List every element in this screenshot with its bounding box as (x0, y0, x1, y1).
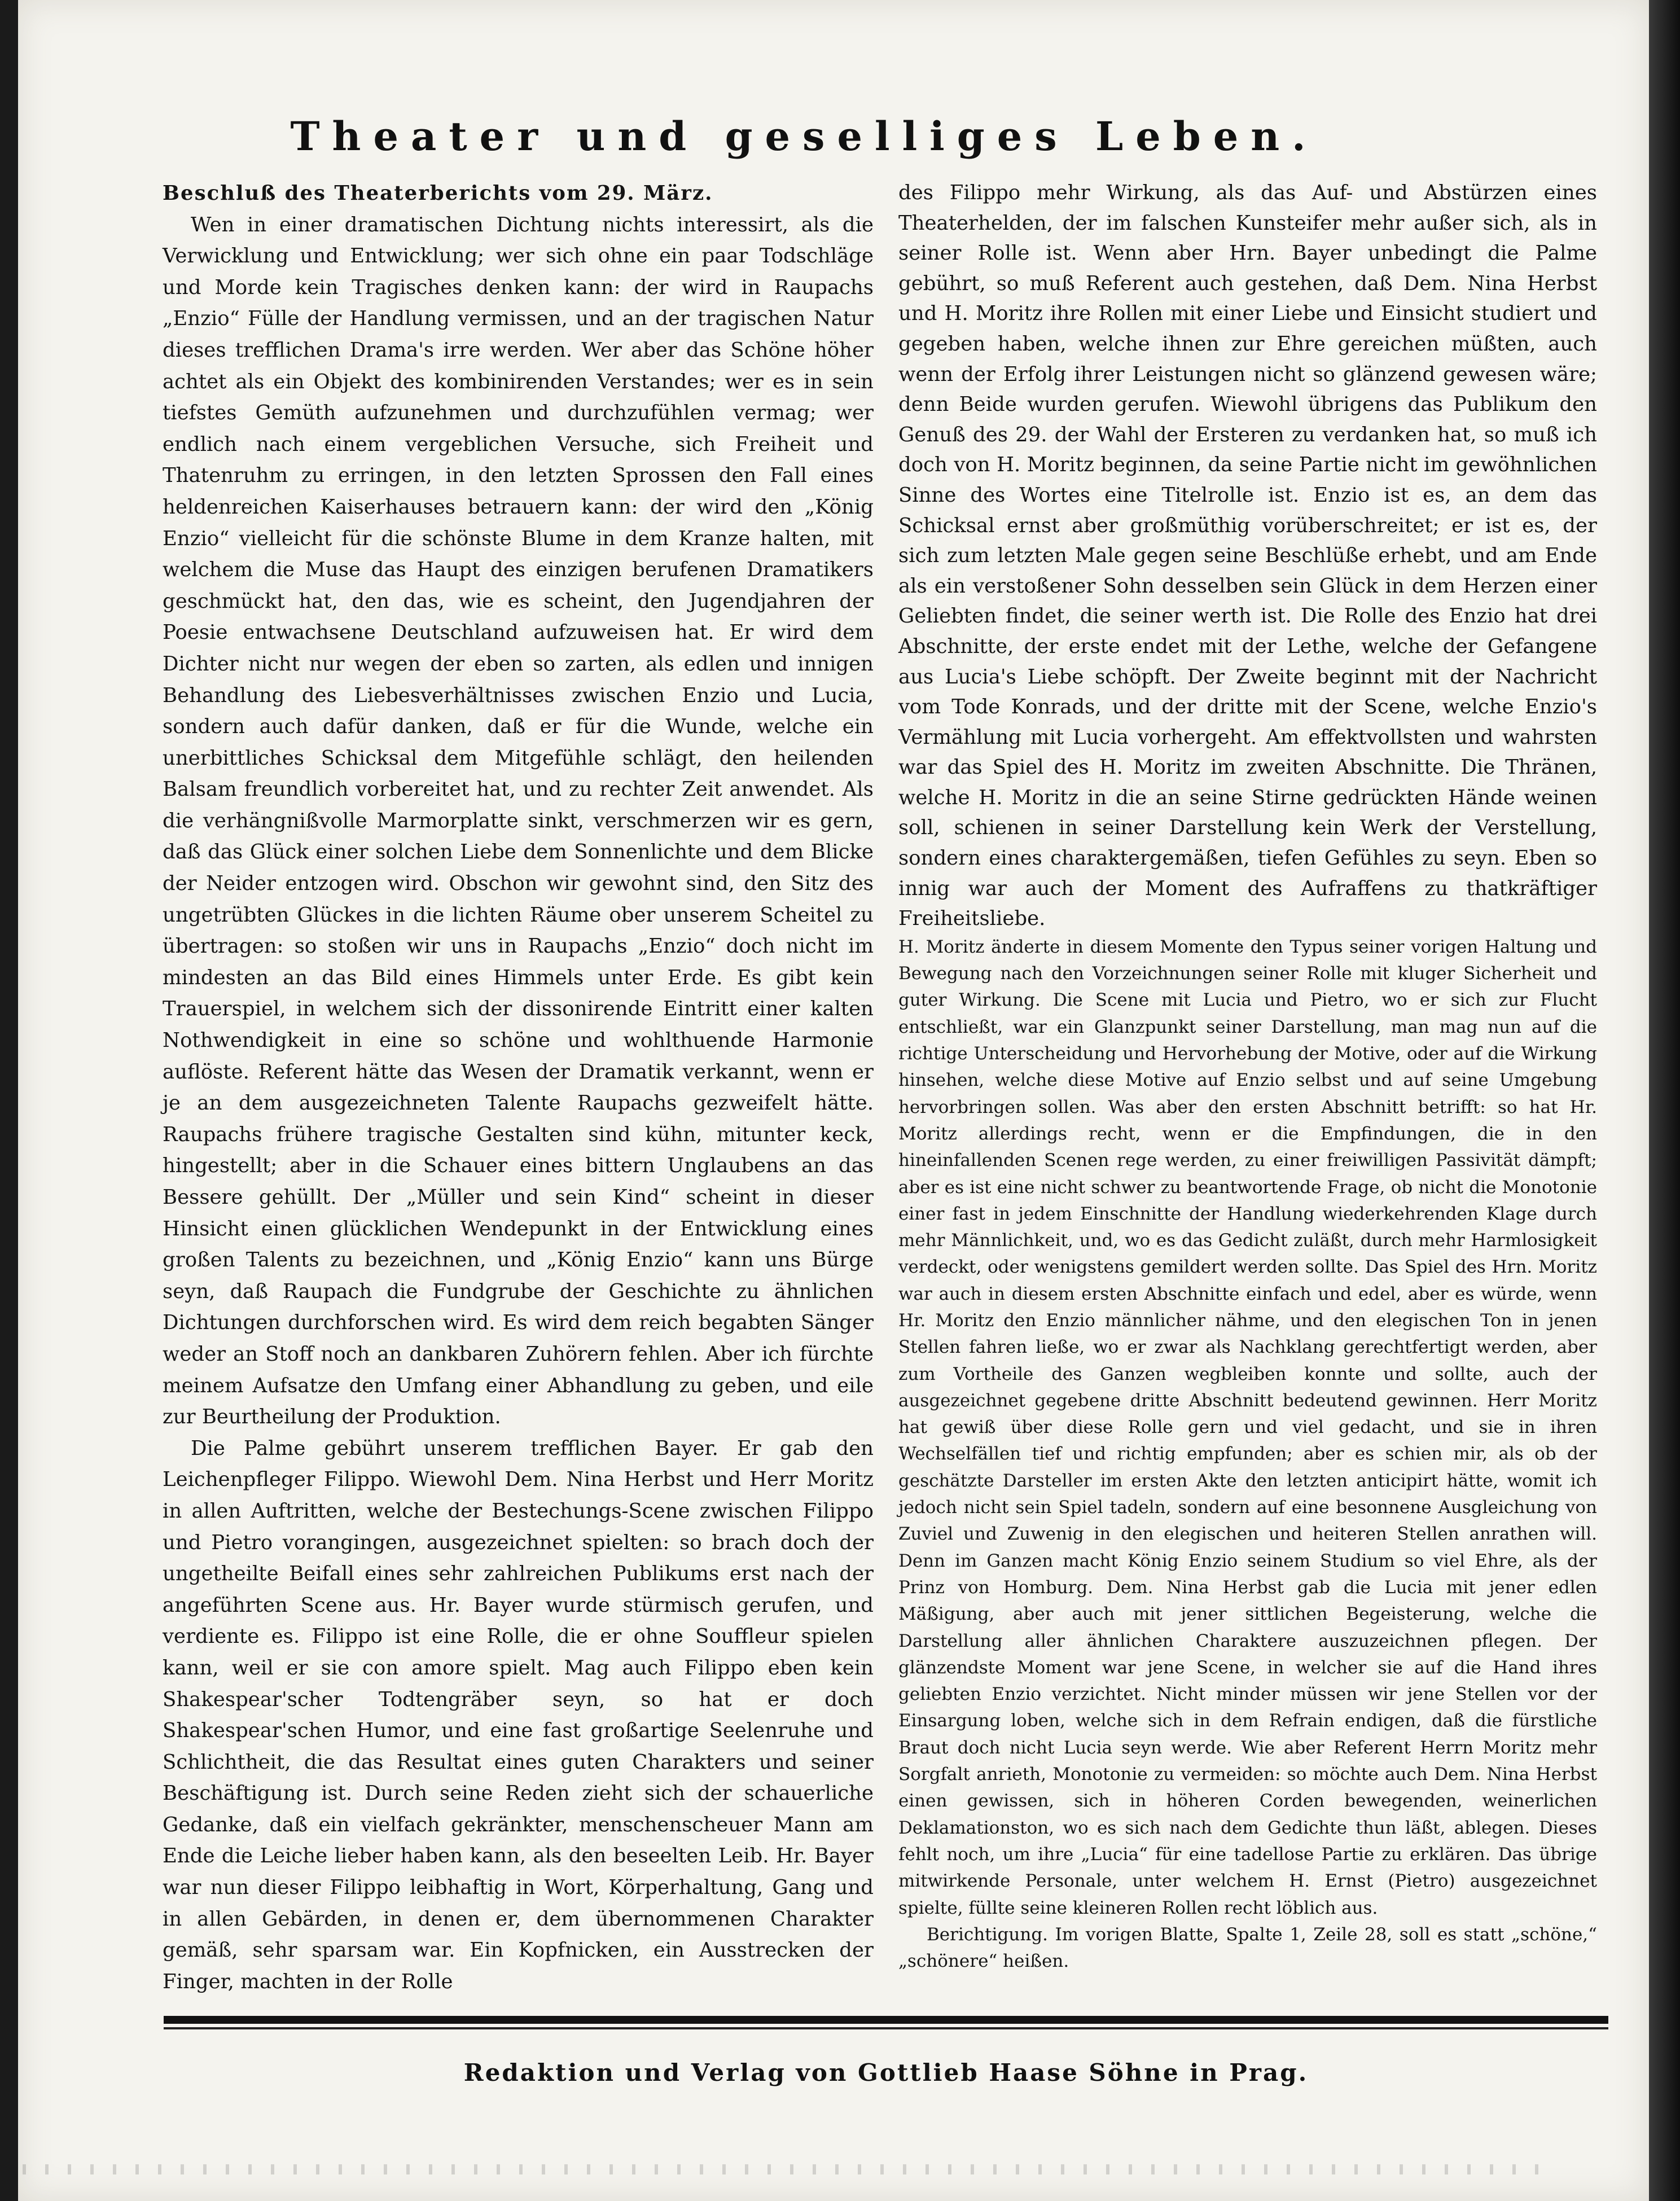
paragraph-continuation: des Filippo mehr Wirkung, als das Auf- und Abstürzen eines Theaterhelden, der im falschen Kunsteifer mehr außer sich, als in seiner Rolle ist. Wenn aber Hrn. Bayer unbedingt die Palme gebührt, so muß Referent auch gestehen, daß Dem. Nina Herbst und H. Moritz ihre Rollen mit einer Liebe und Einsicht studiert und gegeben haben, welche ihnen zur Ehre gereichen müßten, auch wenn der Erfolg ihrer Leistungen nicht so glänzend gewesen wäre; denn Beide wurden gerufen. Wiewohl übrigens das Publikum den Genuß des 29. der Wahl der Ersteren zu verdanken hat, so muß ich doch von H. Moritz beginnen, da seine Partie nicht im gewöhnlichen Sinne des Wortes eine Titelrolle ist. Enzio ist es, an dem das Schicksal ernst aber großmüthig vorüberschreitet; er ist es, der sich zum letzten Male gegen seine Beschlüße erhebt, und am Ende als ein verstoßener Sohn desselben sein Glück in dem Herzen einer Geliebten findet, die seiner werth ist. Die Rolle des Enzio hat drei Abschnitte, der erste endet mit der Lethe, welche der Gefangene aus Lucia's Liebe schöpft. Der Zweite beginnt mit der Nachricht vom Tode Konrads, und der dritte mit der Scene, welche Enzio's Vermählung mit Lucia vorhergeht. Am effektvollsten und wahrsten war das Spiel des H. Moritz im zweiten Abschnitte. Die Thränen, welche H. Moritz in die an seine Stirne gedrückten Hände weinen soll, schienen in seiner Darstellung kein Werk der Verstellung, sondern eines charaktergemäßen, tiefen Gefühles zu seyn. Eben so innig war auch der Moment des Aufraffens zu thatkräftiger Freiheitsliebe. (898, 181, 1597, 931)
compact-section (898, 934, 1597, 1975)
print-bleed-marks (23, 2164, 1546, 2174)
footer-rule-thin (164, 2027, 1608, 2029)
footer-rule-thick (164, 2016, 1608, 2024)
paragraph-correction: Berichtigung. Im vorigen Blatte, Spalte 1, Zeile 28, soll es statt „schöne,“ „schönere“ heißen. (898, 1924, 1597, 1972)
page-edge-shadow (1649, 0, 1680, 2201)
article-heading: Beschluß des Theaterberichts vom 29. März. (163, 182, 713, 205)
paragraph-bayer: Die Palme gebührt unserem trefflichen Bayer. Er gab den Leichenpfleger Filippo. Wiewohl Dem. Nina Herbst und Herr Moritz in allen Auftritten, welche der Bestechungs-Scene zwischen Filippo und Pietro vorangingen, ausgezeichnet spielten: so brach doch der ungetheilte Beifall eines sehr zahlreichen Publikums erst nach der angeführten Scene aus. Hr. Bayer wurde stürmisch gerufen, und verdiente es. Filippo ist eine Rolle, die er ohne Souffleur spielen kann, weil er sie con amore spielt. Mag auch Filippo eben kein Shakespear'scher Todtengräber seyn, so hat er doch Shakespear'schen Humor, und eine fast großartige Seelenruhe und Schlichtheit, die das Resultat eines guten Charakters und seiner Beschäftigung ist. Durch seine Reden zieht sich der schauerliche Gedanke, daß ein vielfach gekränkter, menschenscheuer Mann am Ende die Leiche lieber haben kann, als den beseelten Leib. Hr. Bayer war nun dieser Filippo leibhaftig in Wort, Körperhaltung, Gang und in allen Gebärden, in denen er, dem übernommenen Charakter gemäß, sehr sparsam war. Ein Kopfnicken, ein Ausstrecken der Finger, machten in der Rolle (163, 1436, 874, 1993)
paragraph-moritz: H. Moritz änderte in diesem Momente den Typus seiner vorigen Haltung und Bewegung nach den Vorzeichnungen seiner Rolle mit kluger Sicherheit und guter Wirkung. Die Scene mit Lucia und Pietro, wo er sich zur Flucht entschließt, war ein Glanzpunkt seiner Darstellung, man mag nun auf die richtige Unterscheidung und Hervorhebung der Motive, oder auf die Wirkung hinsehen, welche diese Motive auf Enzio selbst und auf seine Umgebung hervorbringen sollen. Was aber den ersten Abschnitt betrifft: so hat Hr. Moritz allerdings recht, wenn er die Empfindungen, die in den hineinfallenden Scenen rege werden, zu einer freiwilligen Passivität dämpft; aber es ist eine nicht schwer zu beantwortende Frage, ob nicht die Monotonie einer fast in jedem Einschnitte der Handlung wiederkehrenden Klage durch mehr Männlichkeit, und, wo es das Gedicht zuläßt, durch mehr Harmlosigkeit verdeckt, oder wenigstens gemildert werden sollte. Das Spiel des Hrn. Moritz war auch in diesem ersten Abschnitte einfach und edel, aber es würde, wenn Hr. Moritz den Enzio männlicher nähme, und den elegischen Ton in jenen Stellen fahren ließe, wo er zwar als Nachklang gerechtfertigt werden, aber zum Vortheile des Ganzen wegbleiben konnte und sollte, auch der ausgezeichnet gegebene dritte Abschnitt bedeutend gewinnen. Herr Moritz hat gewiß über diese Rolle gern und viel gedacht, und sie in ihren Wechselfällen tief und richtig empfunden; aber es schien mir, als ob der geschätzte Darsteller im ersten Akte den letzten anticipirt hätte, womit ich jedoch nicht sein Spiel tadeln, sondern auf eine besonnene Ausgleichung von Zuviel und Zuwenig in den elegischen und heiteren Stellen anrathen will. Denn im Ganzen macht König Enzio seinem Studium so viel Ehre, als der Prinz von Homburg. Dem. Nina Herbst gab die Lucia mit jener edlen Mäßigung, aber auch mit jener sittlichen Begeisterung, welche die Darstellung aller ähnlichen Charaktere auszuzeichnen pflegen. Der glänzendste Moment war jene Scene, in welcher sie auf die Hand ihres geliebten Enzio verzichtet. Nicht minder müssen wir jene Stellen vor der Einsargung loben, welche sich in dem Refrain endigen, daß die fürstliche Braut doch nicht Lucia seyn werde. Wie aber Referent Herrn Moritz mehr Sorgfalt anrieth, Monotonie zu vermeiden: so möchte auch Dem. Nina Herbst einen gewissen, sich in höheren Corden bewegenden, weinerlichen Deklamationston, wo es sich nach dem Gedichte thun läßt, ablegen. Dieses fehlt noch, um ihre „Lucia“ für eine tadellose Partie zu erklären. Das übrige mitwirkende Personale, unter welchem H. Ernst (Pietro) ausgezeichnet spielte, füllte seine kleineren Rollen recht löblich aus. (898, 936, 1597, 1918)
left-column (163, 178, 874, 1997)
right-column (898, 178, 1597, 1975)
publisher-imprint: Redaktion und Verlag von Gottlieb Haase Söhne in Prag. (463, 2059, 1309, 2086)
section-title: Theater und geselliges Leben. (290, 113, 1318, 160)
paragraph-intro: Wen in einer dramatischen Dichtung nichts interessirt, als die Verwicklung und Entwicklung; wer sich ohne ein paar Todschläge und Morde kein Tragisches denken kann: der wird in Raupachs „Enzio“ Fülle der Handlung vermissen, und an der tragischen Natur dieses trefflichen Drama's irre werden. Wer aber das Schöne höher achtet als ein Objekt des kombinirenden Verstandes; wer es in sein tiefstes Gemüth aufzunehmen und durchzufühlen vermag; wer endlich nach einem vergeblichen Versuche, sich Freiheit und Thatenruhm zu erringen, in den letzten Sprossen den Fall eines heldenreichen Kaiserhauses betrauern kann: der wird den „König Enzio“ vielleicht für die schönste Blume in dem Kranze halten, mit welchem die Muse das Haupt des einzigen berufenen Dramatikers geschmückt hat, den das, wie es scheint, den Jugendjahren der Poesie entwachsene Deutschland aufzuweisen hat. Er wird dem Dichter nicht nur wegen der eben so zarten, als edlen und innigen Behandlung des Liebesverhältnisses zwischen Enzio und Lucia, sondern auch dafür danken, daß er für die Wunde, welche ein unerbittliches Schicksal dem Mitgefühle schlägt, den heilenden Balsam freundlich vorbereitet hat, und zu rechter Zeit anwendet. Als die verhängnißvolle Marmorplatte sinkt, verschmerzen wir es gern, daß das Glück einer solchen Liebe dem Sonnenlichte und dem Blicke der Neider entzogen wird. Obschon wir gewohnt sind, den Sitz des ungetrübten Glückes in die lichten Räume ober unserem Scheitel zu übertragen: so stoßen wir uns in Raupachs „Enzio“ doch nicht im mindesten an das Bild eines Himmels unter Erde. Es gibt kein Trauerspiel, in welchem sich der dissonirende Eintritt einer kalten Nothwendigkeit in eine so schöne und wohlthuende Harmonie auflöste. Referent hätte das Wesen der Dramatik verkannt, wenn er je an dem ausgezeichneten Talente Raupachs gezweifelt hätte. Raupachs frühere tragische Gestalten sind kühn, mitunter keck, hingestellt; aber in die Schauer eines bittern Unglaubens an das Bessere gehüllt. Der „Müller und sein Kind“ scheint in dieser Hinsicht einen glücklichen Wendepunkt in der Entwicklung eines großen Talents zu bezeichnen, und „König Enzio“ kann uns Bürge seyn, daß Raupach die Fundgrube der Geschichte zu ähnlichen Dichtungen durchforschen wird. Es wird dem reich begabten Sänger weder an Stoff noch an dankbaren Zuhörern fehlen. Aber ich fürchte meinem Aufsatze den Umfang einer Abhandlung zu geben, und eile zur Beurtheilung der Produktion. (163, 213, 874, 1429)
